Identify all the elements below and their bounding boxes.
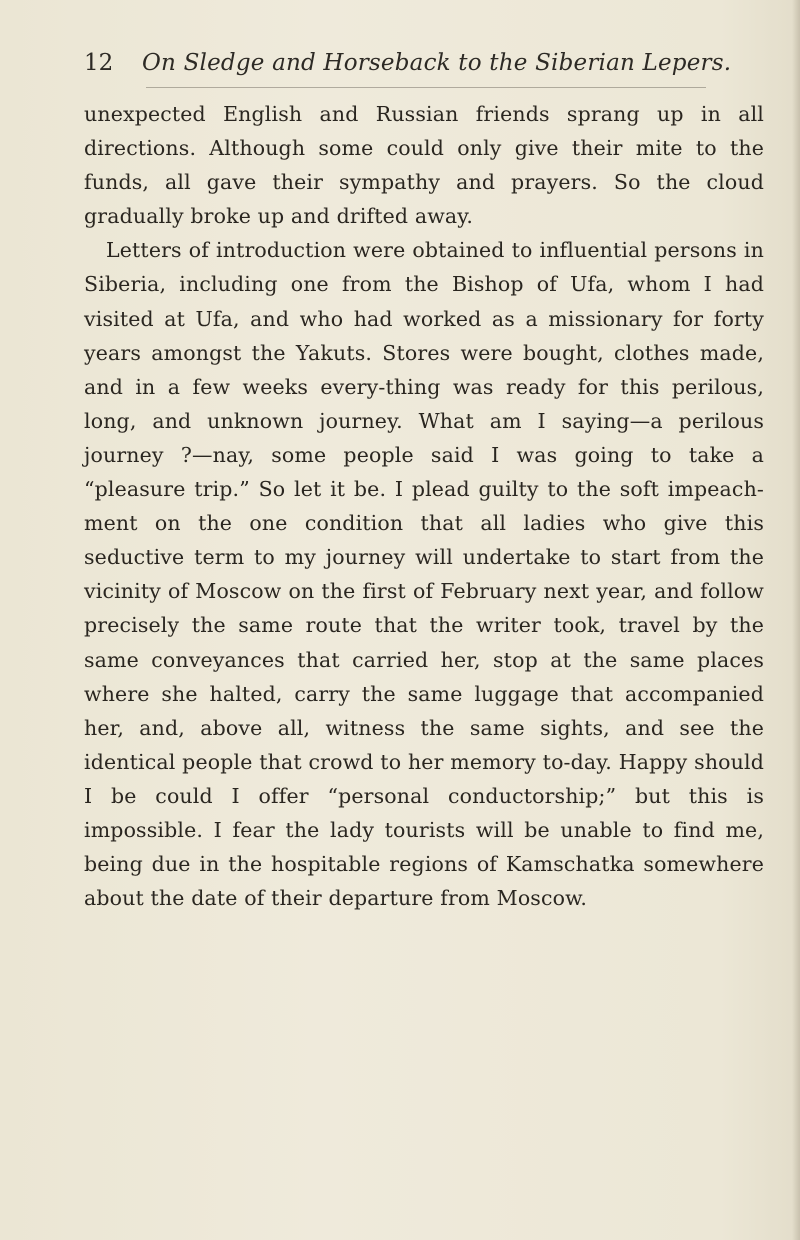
page-number: 12 (84, 50, 114, 76)
body-text (84, 97, 764, 915)
running-title: On Sledge and Horseback to the Siberian Lepers. (142, 50, 732, 76)
paragraph-2: Letters of introduction were obtained to influential persons in Siberia, including one from the Bishop of Ufa, whom I had visited at Ufa, and who had worked as a missionary for forty years amongst the Yakuts. Stores were bought, clothes made, and in a few weeks every-thing was ready for this perilous, long, and unknown journey. What am I saying—a perilous journey ?—nay, some people said I was going to take a “pleasure trip.” So let it be. I plead guilty to the soft impeach-ment on the one condition that all ladies who give this seductive term to my journey will undertake to start from the vicinity of Moscow on the first of February next year, and follow precisely the same route that the writer took, travel by the same conveyances that carried her, stop at the same places where she halted, carry the same luggage that accompanied her, and, above all, witness the same sights, and see the identical people that crowd to her memory to-day. Happy should I be could I offer “personal conductorship;” but this is impossible. I fear the lady tourists will be unable to find me, being due in the hospitable regions of Kamschatka somewhere about the date of their departure from Moscow. (84, 238, 764, 911)
page-edge-shadow (792, 0, 800, 1240)
header-rule (146, 87, 706, 88)
paragraph-1: unexpected English and Russian friends sprang up in all directions. Although some could only give their mite to the funds, all gave their sympathy and prayers. So the cloud gradually broke up and drifted away. (84, 102, 764, 229)
running-head (84, 42, 732, 82)
